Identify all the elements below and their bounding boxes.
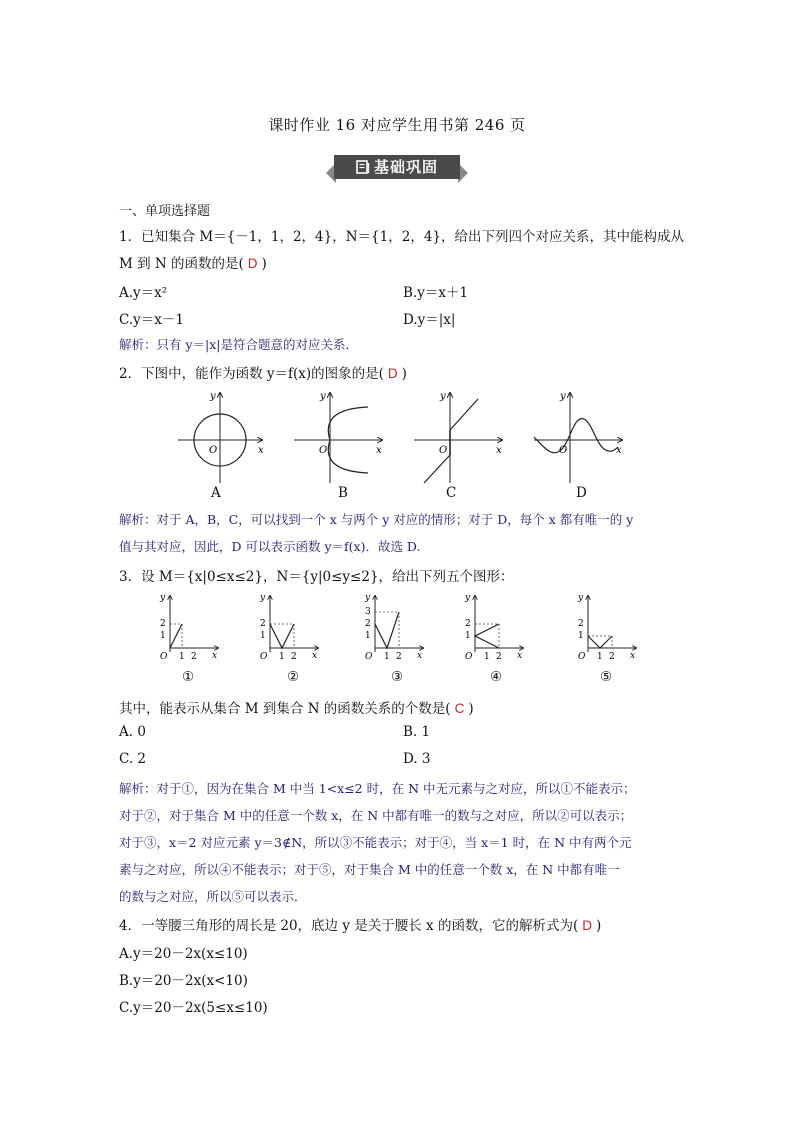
ray-upper	[450, 399, 478, 430]
segment-line	[170, 624, 182, 648]
q4-stem	[119, 914, 601, 934]
tick-1: 1	[365, 631, 371, 641]
axis-x-label: x	[312, 651, 318, 661]
q3-graph-1	[159, 593, 218, 662]
q2-stem-text: 2．下图中，能作为函数 y＝f(x)的图象的是(	[119, 366, 384, 382]
page-title: 课时作业 16 对应学生用书第 246 页	[268, 116, 526, 134]
q3-label-2: ②	[287, 669, 300, 685]
q1-stem-text: M 到 N 的函数的是(	[119, 256, 244, 272]
q4-stem-text: 4．一等腰三角形的周长是 20，底边 y 是关于腰长 x 的函数，它的解析式为(	[119, 918, 579, 934]
section-banner	[326, 151, 468, 185]
q2-stem	[119, 362, 407, 382]
q2-graph-d	[534, 391, 622, 483]
tick-1: 1	[484, 652, 490, 662]
q3-label-3: ③	[391, 669, 404, 685]
q2-answer: D	[387, 366, 398, 381]
section-heading: 一、单项选择题	[119, 204, 211, 219]
q2-explanation-line1: 解析：对于 A，B，C，可以找到一个 x 与两个 y 对应的情形；对于 D，每个 x 都有唯一的 y	[119, 512, 634, 527]
q2-label-a: A	[211, 485, 221, 501]
q3-question	[119, 697, 474, 717]
q1-explanation: 解析：只有 y＝|x|是符合题意的对应关系．	[119, 337, 359, 352]
q3-option-d: D. 3	[403, 751, 431, 767]
q2-explanation-line2: 值与其对应，因此，D 可以表示函数 y＝f(x)．故选 D.	[119, 539, 421, 554]
q1-option-b: B.y＝x＋1	[403, 285, 469, 301]
q2-label-b: B	[338, 485, 348, 501]
tick-1: 1	[465, 631, 471, 641]
q4-close-paren: )	[595, 918, 602, 934]
tick-1: 1	[179, 652, 185, 662]
q2-label-d: D	[576, 485, 587, 501]
axis-x-label: x	[517, 651, 523, 661]
origin-label: O	[559, 445, 568, 456]
origin-label: O	[578, 652, 586, 662]
tick-2: 2	[160, 619, 166, 629]
origin-label: O	[260, 652, 268, 662]
axis-y-label: y	[320, 391, 326, 402]
tick-2: 2	[578, 619, 584, 629]
tick-1: 1	[578, 631, 584, 641]
q3-option-b: B. 1	[403, 724, 431, 740]
q4-option-c: C.y＝20－2x(5≤x≤10)	[119, 1000, 268, 1016]
q3-graph-5	[577, 593, 636, 662]
axis-y-label: y	[578, 593, 584, 603]
tick-2: 2	[609, 652, 615, 662]
q1-answer: D	[247, 256, 258, 271]
tick-2: 2	[396, 652, 402, 662]
q2-close-paren: )	[401, 366, 407, 382]
axis-y-label: y	[210, 391, 216, 402]
q3-label-5: ⑤	[600, 669, 613, 685]
axis-y-label: y	[365, 593, 371, 603]
q3-option-a: A. 0	[119, 724, 146, 740]
q3-explanation-line3: 对于③，x＝2 对应元素 y＝3∉N，所以③不能表示；对于④，当 x＝1 时，在 N 中有两个元	[119, 835, 632, 850]
wedge-line	[475, 624, 499, 648]
tick-2: 2	[260, 619, 266, 629]
origin-label: O	[465, 652, 473, 662]
q3-explanation-line1: 解析：对于①，因为在集合 M 中当 1<x≤2 时，在 N 中无元素与之对应，所以①不能表示；	[119, 781, 636, 796]
axis-y-label: y	[160, 593, 166, 603]
q3-explanation-line2: 对于②，对于集合 M 中的任意一个数 x，在 N 中都有唯一的数与之对应，所以②可以表示；	[119, 808, 633, 823]
q3-question-text: 其中，能表示从集合 M 到集合 N 的函数关系的个数是(	[119, 701, 451, 717]
axis-x-label: x	[258, 445, 264, 456]
book-icon	[356, 160, 370, 174]
tick-1: 1	[384, 652, 390, 662]
axis-x-label: x	[496, 445, 502, 456]
axis-y-label: y	[465, 593, 471, 603]
origin-label: O	[209, 445, 218, 456]
tick-1: 1	[260, 631, 266, 641]
q3-graph-2	[259, 593, 318, 662]
axis-y-label: y	[560, 391, 566, 402]
axis-y-label: y	[260, 593, 266, 603]
origin-label: O	[319, 445, 328, 456]
q2-graph-c	[414, 391, 502, 483]
q3-label-1: ①	[182, 669, 195, 685]
q3-graphs	[150, 588, 650, 668]
v-shape-line	[375, 612, 399, 648]
q3-option-c: C. 2	[119, 751, 147, 767]
banner-text: 基础巩固	[373, 158, 438, 176]
tick-2: 2	[291, 652, 297, 662]
tick-3: 3	[365, 607, 371, 617]
origin-label: O	[160, 652, 168, 662]
q2-graph-b	[294, 391, 382, 483]
q1-stem-line2	[119, 252, 267, 272]
axis-x-label: x	[376, 445, 382, 456]
tick-2: 2	[365, 619, 371, 629]
q4-option-b: B.y＝20－2x(x<10)	[119, 973, 248, 989]
q4-option-a: A.y＝20－2x(x≤10)	[119, 946, 248, 962]
q1-option-d: D.y＝|x|	[403, 312, 456, 328]
wave-curve	[534, 419, 618, 453]
q4-answer: D	[582, 918, 592, 933]
q1-stem-line1: 1．已知集合 M＝{－1，1，2，4}，N＝{1，2，4}，给出下列四个对应关系，其中能构成从	[119, 229, 684, 245]
q2-graph-a	[178, 391, 264, 483]
origin-label: O	[365, 652, 373, 662]
ray-lower	[424, 455, 450, 483]
tick-2: 2	[496, 652, 502, 662]
q2-label-c: C	[446, 485, 457, 501]
tick-2: 2	[465, 619, 471, 629]
axis-y-label: y	[440, 391, 446, 402]
banner-label-box	[334, 155, 460, 179]
q1-option-c: C.y＝x－1	[119, 312, 184, 328]
axis-x-label: x	[630, 651, 636, 661]
q2-graphs	[170, 385, 630, 500]
v-shape-line	[588, 636, 612, 648]
q3-explanation-line5: 的数与之对应，所以⑤可以表示．	[119, 889, 307, 904]
axis-x-label: x	[616, 445, 622, 456]
q3-stem: 3．设 M＝{x|0≤x≤2}，N＝{y|0≤y≤2}，给出下列五个图形：	[119, 569, 514, 585]
q3-explanation-line4: 素与之对应，所以④不能表示；对于⑤，对于集合 M 中的任意一个数 x，在 N 中都有唯一	[119, 862, 620, 877]
q3-graph-4	[464, 593, 523, 662]
tick-1: 1	[597, 652, 603, 662]
q3-label-4: ④	[490, 669, 503, 685]
tick-2: 2	[191, 652, 197, 662]
origin-label: O	[439, 445, 448, 456]
q3-close-paren: )	[468, 701, 474, 717]
q3-answer: C	[454, 701, 465, 716]
q3-graph-3	[364, 593, 423, 662]
tick-1: 1	[279, 652, 285, 662]
axis-x-label: x	[417, 651, 423, 661]
q1-close-paren: )	[261, 256, 267, 272]
q1-option-a: A.y＝x²	[119, 285, 168, 301]
v-shape-line	[270, 624, 294, 648]
axis-x-label: x	[212, 651, 218, 661]
tick-1: 1	[160, 631, 166, 641]
